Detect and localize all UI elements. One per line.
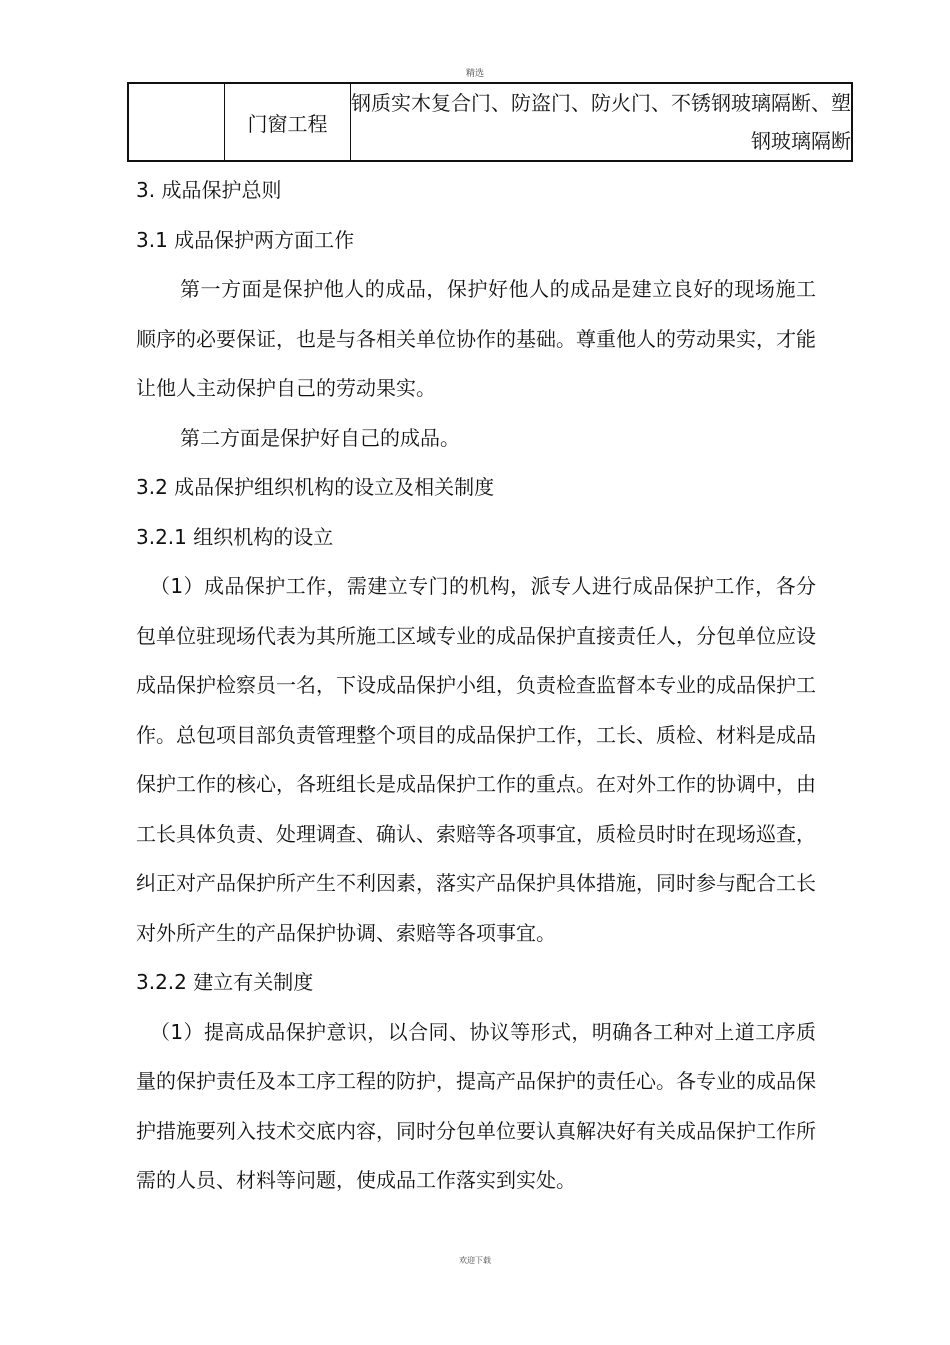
section-heading-3-1: 3.1 成品保护两方面工作 [136,227,355,252]
section-heading-3-2: 3.2 成品保护组织机构的设立及相关制度 [136,475,495,499]
section-heading-3: 3. 成品保护总则 [136,178,282,202]
table-cell-items: 钢质实木复合门、防盗门、防火门、不锈钢玻璃隔断、塑钢玻璃隔断 [351,83,853,161]
paragraph: （1）提高成品保护意识，以合同、协议等形式，明确各工种对上道工序质量的保护责任及本工序工程的防护，提高产品保护的责任心。各专业的成品保护措施要列入技术交底内容，同时分包单位要认真解决好有关成品保护工作所需的人员、材料等问题，使成品工作落实到实处。 [136,1019,816,1192]
table-cell-empty [128,83,225,161]
paragraph: （1）成品保护工作，需建立专门的机构，派专人进行成品保护工作，各分包单位驻现场代表为其所施工区域专业的成品保护直接责任人，分包单位应设成品保护检察员一名，下设成品保护小组，负责检查监督本专业的成品保护工作。总包项目部负责管理整个项目的成品保护工作，工长、质检、材料是成品保护工作的核心，各班组长是成品保护工作的重点。在对外工作的协调中，由工长具体负责、处理调查、确认、索赔等各项事宜，质检员时时在现场巡查，纠正对产品保护所产生不利因素，落实产品保护具体措施，同时参与配合工长对外所产生的产品保护协调、索赔等各项事宜。 [136,574,816,945]
footer-watermark: 欢迎下载 [459,1256,491,1265]
paragraph: 第二方面是保护好自己的成品。 [180,425,460,450]
header-watermark: 精选 [465,69,484,79]
document-body [136,166,816,1206]
project-table [127,82,853,162]
table-row [128,83,852,161]
section-heading-3-2-1: 3.2.1 组织机构的设立 [136,524,334,549]
table-cell-category: 门窗工程 [225,83,351,161]
section-heading-3-2-2: 3.2.2 建立有关制度 [136,970,314,994]
paragraph: 第一方面是保护他人的成品，保护好他人的成品是建立良好的现场施工顺序的必要保证，也是与各相关单位协作的基础。尊重他人的劳动果实，才能让他人主动保护自己的劳动果实。 [136,277,816,400]
